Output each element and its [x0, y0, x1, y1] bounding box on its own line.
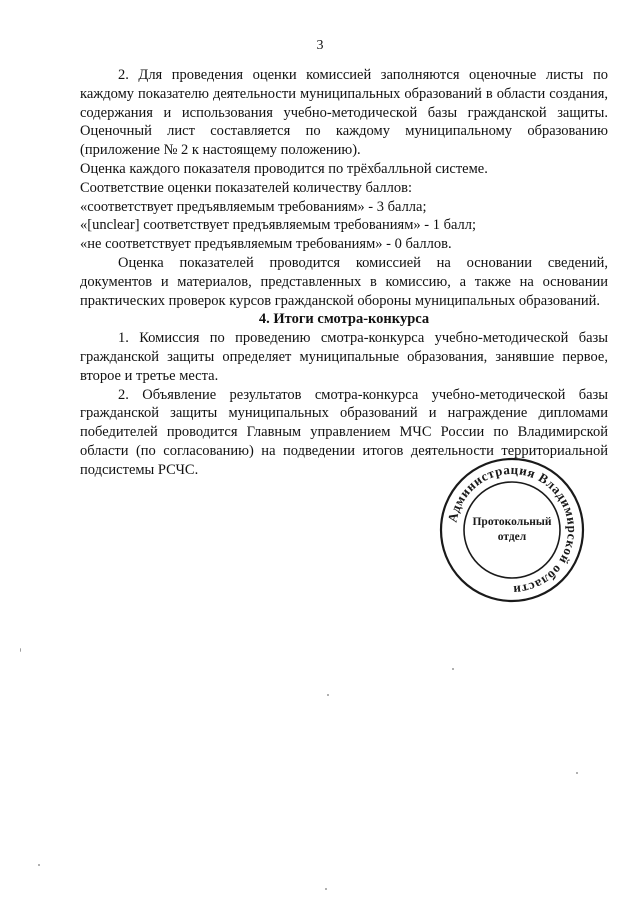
scan-speck [576, 772, 578, 774]
paragraph-announcement: 2. Объявление результатов смотра-конкурса учебно-методической базы гражданской защиты муниципальных образований и награждение дипломами победителей проводится Главным управлением МЧС России по Владимирской области (по согласованию) на подведении итогов деятельности территориальной подсистемы РСЧС. [80, 386, 608, 478]
section-heading: 4. Итоги смотра-конкурса [258, 311, 430, 328]
paragraph-evaluation-basis: Оценка показателей проводится комиссией на основании сведений, документов и материалов, представленных в комиссию, а также на основании практических проверок курсов гражданской обороны муниципальных образований. [80, 254, 608, 309]
score-item-0: «не соответствует предъявляемым требованиям» - 0 баллов. [80, 236, 452, 253]
paragraph-evaluation-sheets: 2. Для проведения оценки комиссией заполняются оценочные листы по каждому показателю деятельности муниципальных образований в области создания, содержания и использования учебно-методической базы гражданской защиты. Оценочный лист составляется по каждому муниципальному образованию (приложение № 2 к настоящему положению). [80, 67, 608, 159]
paragraph-scoring-system: Оценка каждого показателя проводится по трёхбалльной системе. [80, 160, 488, 177]
scan-speck [327, 694, 329, 696]
stamp-outer-text: Администрация Владимирской области [444, 461, 581, 599]
paragraph-commission: 1. Комиссия по проведению смотра-конкурса учебно-методической базы гражданской защиты определяет муниципальные образования, занявшие первое, второе и третье места. [80, 330, 608, 384]
scan-speck [38, 864, 40, 866]
stamp-seal [438, 456, 586, 604]
scan-speck [452, 668, 454, 670]
document-body [80, 66, 608, 480]
stamp-inner-line1: Протокольный [472, 516, 552, 528]
score-item-1: «[unclear] соответствует предъявляемым требованиям» - 1 балл; [80, 217, 477, 234]
page-number: 3 [316, 38, 324, 53]
stamp-inner-line2: отдел [497, 531, 527, 543]
scan-speck [20, 648, 21, 652]
score-item-3: «соответствует предъявляемым требованиям» - 3 балла; [80, 198, 427, 215]
paragraph-score-correspondence: Соответствие оценки показателей количеству баллов: [80, 179, 412, 196]
scan-speck [325, 888, 327, 890]
